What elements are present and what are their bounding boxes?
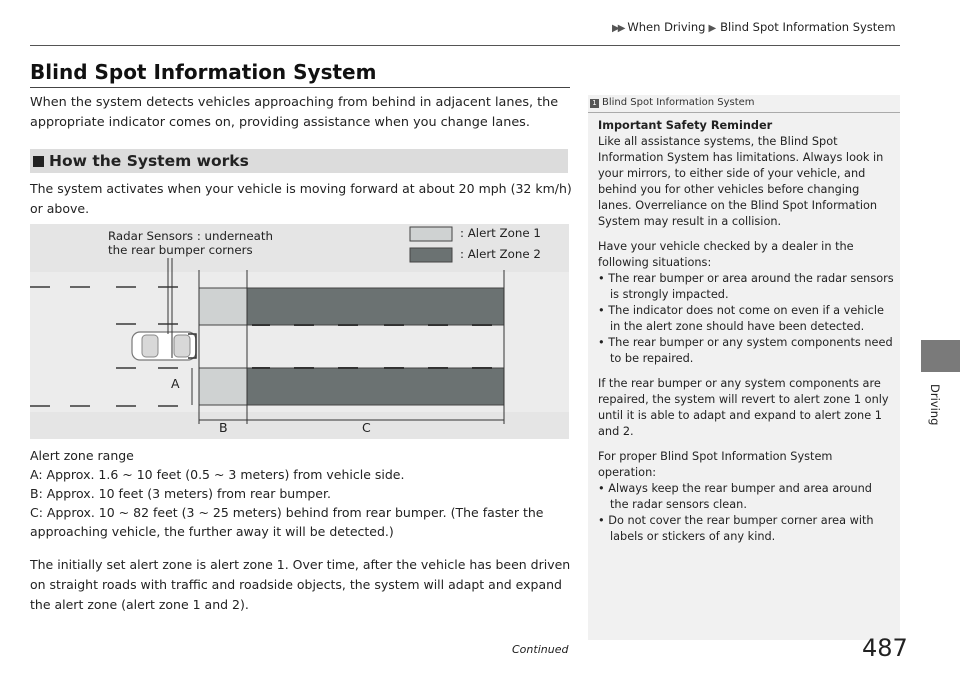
- dimension-label-c: C: [362, 420, 371, 435]
- bullet-item: • The rear bumper or any system components need to be repaired.: [598, 336, 893, 365]
- alert-zone1-upper: [199, 288, 247, 325]
- bullet-item: • Always keep the rear bumper and area around the radar sensors clean.: [598, 482, 872, 511]
- sidebar-heading-text: Blind Spot Information System: [602, 97, 755, 108]
- breadcrumb-part2: Blind Spot Information System: [720, 20, 896, 34]
- page-number: 487: [862, 634, 908, 662]
- dealer-check-text: Have your vehicle checked by a dealer in the following situations:: [598, 240, 854, 269]
- legend-zone2-swatch: [410, 248, 452, 262]
- sidebar-body: [598, 118, 894, 545]
- bullet-text: The rear bumper or area around the radar sensors is strongly impacted.: [608, 272, 894, 301]
- dimension-label-b: B: [219, 420, 228, 435]
- section-heading: [30, 149, 568, 173]
- range-b: B: Approx. 10 feet (3 meters) from rear bumper.: [30, 486, 331, 501]
- alert-zone-ranges: [30, 446, 575, 541]
- bullet-item: • The indicator does not come on even if a vehicle in the alert zone should have been detected.: [598, 304, 884, 333]
- sidebar-heading: [590, 97, 755, 108]
- vehicle-icon: [132, 332, 196, 360]
- sidebar-divider: [588, 112, 900, 113]
- alert-zone-diagram: [30, 224, 569, 439]
- sensor-label: [108, 229, 273, 257]
- chapter-tab: [921, 340, 960, 372]
- sensor-label-line1: Radar Sensors : underneath: [108, 229, 273, 243]
- double-arrow-icon: ▶▶: [612, 23, 624, 34]
- chapter-tab-label: Driving: [928, 384, 942, 426]
- activation-paragraph: The system activates when your vehicle is moving forward at about 20 mph (32 km/h) or above.: [30, 181, 572, 216]
- page-title: Blind Spot Information System: [30, 60, 377, 84]
- bullet-item: • Do not cover the rear bumper corner area with labels or stickers of any kind.: [598, 514, 874, 543]
- safety-reminder-text: Like all assistance systems, the Blind Spot Information System has limitations. Always look in your mirrors, to either side of your vehicle, and behind you for other vehicles before changing lanes. Overreliance on the Blind Spot Information System may result in a collision.: [598, 135, 884, 228]
- dimension-label-a: A: [171, 376, 180, 391]
- bullet-item: • The rear bumper or area around the radar sensors is strongly impacted.: [598, 272, 894, 301]
- breadcrumb: [612, 20, 896, 34]
- bullet-text: The rear bumper or any system components need to be repaired.: [608, 336, 893, 365]
- reference-icon: 1: [590, 99, 599, 108]
- bullet-text: The indicator does not come on even if a vehicle in the alert zone should have been detected.: [608, 304, 884, 333]
- bullet-text: Always keep the rear bumper and area around the radar sensors clean.: [608, 482, 872, 511]
- legend-zone2-label: : Alert Zone 2: [460, 247, 541, 261]
- sensor-label-line2: the rear bumper corners: [108, 243, 253, 257]
- adapt-paragraph: The initially set alert zone is alert zone 1. Over time, after the vehicle has been driven on straight roads with traffic and roadside objects, the system will adapt and expand the alert zone (alert zone 1 and 2).: [30, 557, 571, 612]
- ranges-heading: Alert zone range: [30, 448, 134, 463]
- safety-reminder-title: Important Safety Reminder: [598, 119, 773, 132]
- arrow-icon: ▶: [708, 23, 717, 34]
- alert-zone2-lower: [247, 368, 504, 405]
- legend-zone1-label: : Alert Zone 1: [460, 226, 541, 240]
- range-c: C: Approx. 10 ~ 82 feet (3 ~ 25 meters) behind from rear bumper. (The faster the approaching vehicle, the further away it will be detected.): [30, 505, 544, 539]
- title-underline: [30, 87, 570, 88]
- section-heading-text: How the System works: [49, 152, 249, 170]
- continued-label: Continued: [512, 643, 569, 656]
- alert-zone2-upper: [247, 288, 504, 325]
- repair-text: If the rear bumper or any system components are repaired, the system will revert to alert zone 1 only until it is able to adapt and expand to alert zone 1 and 2.: [598, 377, 889, 438]
- bullet-text: Do not cover the rear bumper corner area with labels or stickers of any kind.: [608, 514, 874, 543]
- intro-paragraph: When the system detects vehicles approaching from behind in adjacent lanes, the appropriate indicator comes on, providing assistance when you change lanes.: [30, 95, 559, 130]
- range-a: A: Approx. 1.6 ~ 10 feet (0.5 ~ 3 meters) from vehicle side.: [30, 467, 405, 482]
- legend-zone1-swatch: [410, 227, 452, 241]
- breadcrumb-part1: When Driving: [627, 20, 706, 34]
- header-divider: [30, 45, 900, 46]
- alert-zone1-lower: [199, 368, 247, 405]
- proper-operation-text: For proper Blind Spot Information System operation:: [598, 450, 833, 479]
- square-bullet-icon: [33, 156, 44, 167]
